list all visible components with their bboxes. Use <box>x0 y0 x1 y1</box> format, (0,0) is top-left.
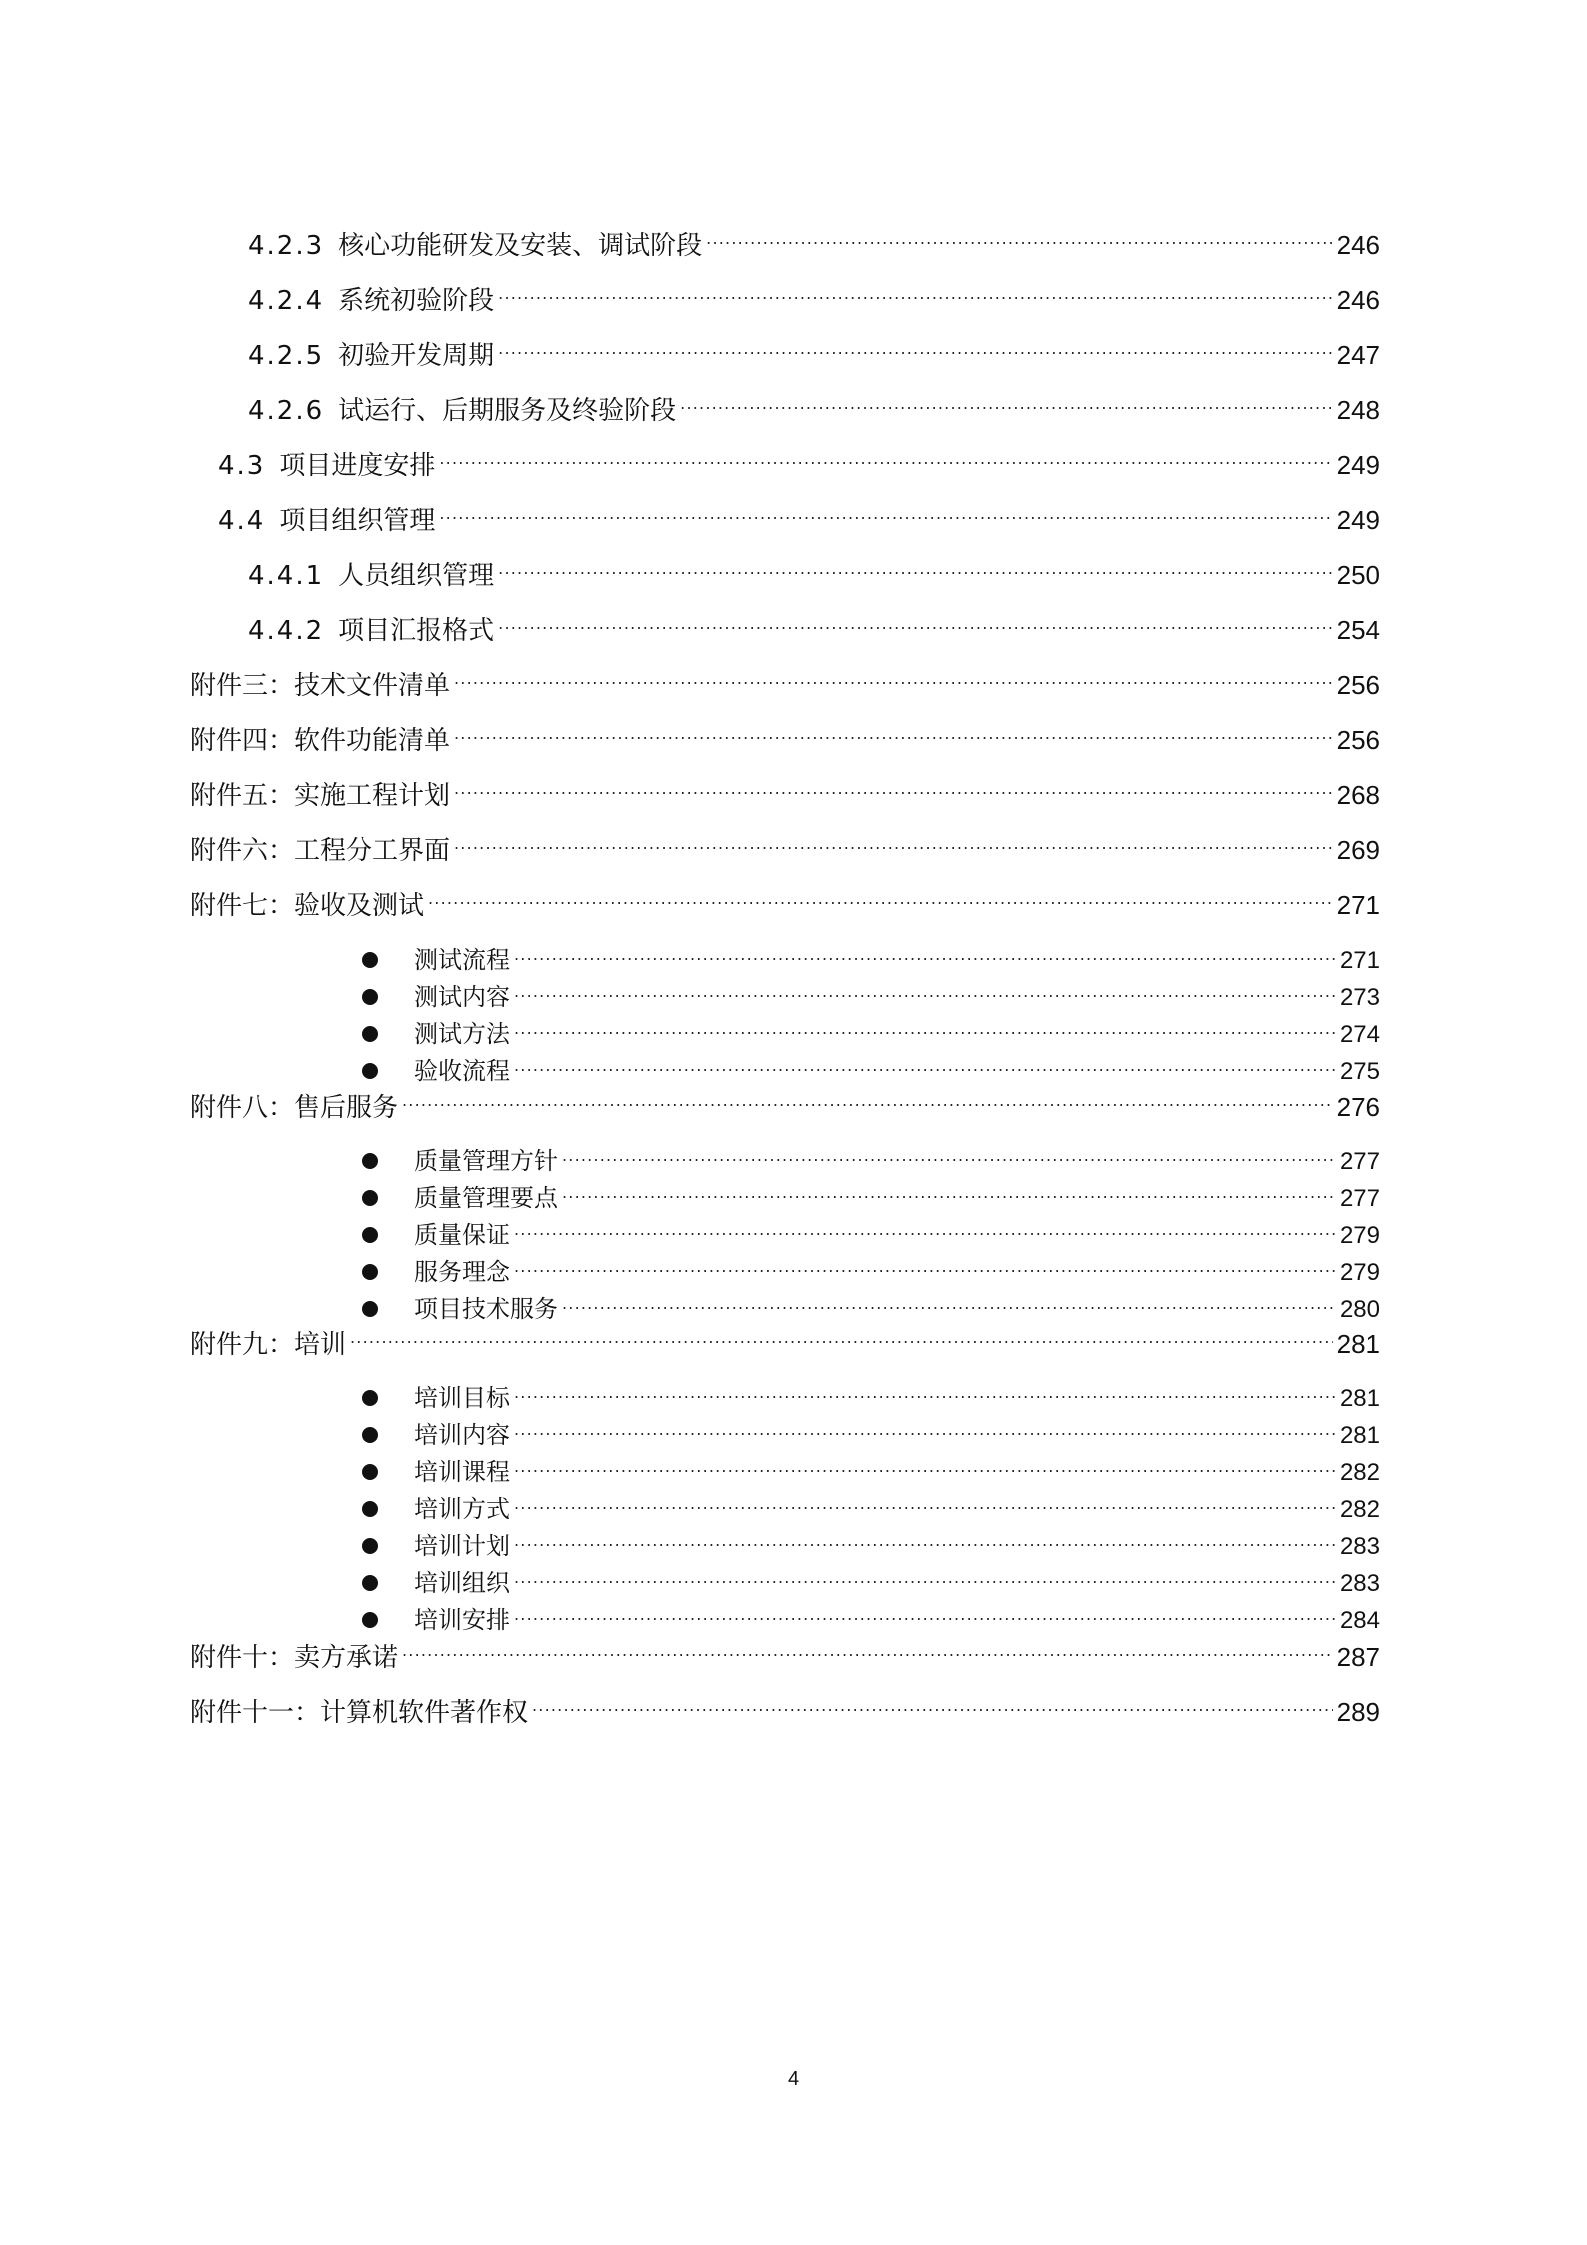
toc-entry-number: 4.4.1 <box>248 561 325 591</box>
toc-entry-title: 附件九：培训 <box>190 1330 347 1360</box>
toc-bullet-entry[interactable] <box>362 1567 1380 1599</box>
toc-entry-title: 项目组织管理 <box>279 506 436 536</box>
toc-entry[interactable] <box>248 393 1380 429</box>
toc-dot-leader <box>514 1456 1336 1480</box>
toc-dot-leader <box>350 1327 1333 1353</box>
toc-dot-leader <box>514 1419 1336 1443</box>
toc-dot-leader <box>532 1695 1333 1721</box>
toc-dot-leader <box>428 888 1333 914</box>
toc-dot-leader <box>514 944 1336 968</box>
bullet-dot-icon <box>362 1026 378 1042</box>
toc-bullet-entry[interactable] <box>362 1530 1380 1562</box>
toc-entry[interactable] <box>218 503 1380 539</box>
bullet-dot-icon <box>362 1153 378 1169</box>
toc-entry-title: 附件七：验收及测试 <box>190 891 425 921</box>
toc-dot-leader <box>498 613 1332 639</box>
toc-entry-page: 275 <box>1339 1058 1380 1085</box>
toc-dot-leader <box>454 778 1333 804</box>
toc-dot-leader <box>680 393 1332 419</box>
toc-dot-leader <box>498 283 1332 309</box>
toc-entry-title: 附件三：技术文件清单 <box>190 671 451 701</box>
toc-dot-leader <box>454 833 1333 859</box>
toc-entry[interactable] <box>248 338 1380 374</box>
toc-entry-title: 质量管理方针 <box>414 1147 558 1175</box>
toc-entry-title: 附件五：实施工程计划 <box>190 781 451 811</box>
toc-entry-title: 培训组织 <box>414 1569 510 1597</box>
toc-entry-page: 249 <box>1336 505 1380 535</box>
toc-dot-leader <box>514 981 1336 1005</box>
toc-bullet-entry[interactable] <box>362 1182 1380 1214</box>
toc-entry-title: 服务理念 <box>414 1258 510 1286</box>
toc-entry-title: 培训内容 <box>414 1421 510 1449</box>
toc-bullet-entry[interactable] <box>362 1382 1380 1414</box>
toc-entry-page: 277 <box>1339 1148 1380 1175</box>
toc-entry-title: 附件十：卖方承诺 <box>190 1643 399 1673</box>
toc-entry-page: 277 <box>1339 1185 1380 1212</box>
toc-dot-leader <box>514 1018 1336 1042</box>
toc-entry-page: 274 <box>1339 1021 1380 1048</box>
bullet-dot-icon <box>362 952 378 968</box>
toc-dot-leader <box>514 1530 1336 1554</box>
toc-entry-number: 4.3 <box>218 451 266 481</box>
bullet-dot-icon <box>362 989 378 1005</box>
toc-entry[interactable] <box>190 1695 1380 1731</box>
toc-entry-number: 4.4.2 <box>248 616 325 646</box>
toc-bullet-entry[interactable] <box>362 1219 1380 1251</box>
toc-bullet-entry[interactable] <box>362 1293 1380 1325</box>
bullet-dot-icon <box>362 1390 378 1406</box>
toc-entry-page: 279 <box>1339 1259 1380 1286</box>
toc-bullet-entry[interactable] <box>362 1419 1380 1451</box>
toc-dot-leader <box>498 338 1332 364</box>
bullet-dot-icon <box>362 1301 378 1317</box>
toc-entry-title: 培训计划 <box>414 1532 510 1560</box>
toc-entry[interactable] <box>190 668 1380 704</box>
toc-entry-title: 附件六：工程分工界面 <box>190 836 451 866</box>
toc-entry-number: 4.2.3 <box>248 231 325 261</box>
toc-entry-title: 测试方法 <box>414 1020 510 1048</box>
toc-dot-leader <box>514 1604 1336 1628</box>
bullet-dot-icon <box>362 1575 378 1591</box>
toc-entry-page: 283 <box>1339 1533 1380 1560</box>
toc-entry-title: 人员组织管理 <box>338 561 495 591</box>
toc-entry[interactable] <box>248 558 1380 594</box>
toc-dot-leader <box>454 723 1333 749</box>
toc-entry-page: 250 <box>1336 560 1380 590</box>
toc-entry-page: 273 <box>1339 984 1380 1011</box>
toc-bullet-entry[interactable] <box>362 1256 1380 1288</box>
toc-entry[interactable] <box>190 1090 1380 1126</box>
toc-bullet-entry[interactable] <box>362 1493 1380 1525</box>
toc-dot-leader <box>514 1382 1336 1406</box>
toc-entry-page: 281 <box>1339 1422 1380 1449</box>
bullet-dot-icon <box>362 1264 378 1280</box>
toc-dot-leader <box>439 448 1332 474</box>
bullet-dot-icon <box>362 1464 378 1480</box>
toc-bullet-entry[interactable] <box>362 1018 1380 1050</box>
toc-entry-title: 培训目标 <box>414 1384 510 1412</box>
toc-entry[interactable] <box>218 448 1380 484</box>
toc-entry-title: 培训方式 <box>414 1495 510 1523</box>
toc-entry-page: 271 <box>1339 947 1380 974</box>
toc-entry-page: 283 <box>1339 1570 1380 1597</box>
toc-dot-leader <box>562 1182 1336 1206</box>
toc-entry-page: 282 <box>1339 1459 1380 1486</box>
toc-entry-title: 附件十一：计算机软件著作权 <box>190 1698 529 1728</box>
page-number: 4 <box>787 2068 800 2090</box>
toc-entry-page: 276 <box>1336 1092 1380 1122</box>
toc-entry-page: 246 <box>1336 230 1380 260</box>
toc-entry-title: 质量保证 <box>414 1221 510 1249</box>
toc-entry-title: 核心功能研发及安装、调试阶段 <box>338 231 703 261</box>
toc-entry[interactable] <box>248 613 1380 649</box>
toc-entry-page: 271 <box>1336 890 1380 920</box>
toc-entry-number: 4.2.5 <box>248 341 325 371</box>
toc-entry[interactable] <box>190 1327 1380 1363</box>
bullet-dot-icon <box>362 1612 378 1628</box>
toc-dot-leader <box>514 1567 1336 1591</box>
toc-entry-title: 测试流程 <box>414 946 510 974</box>
toc-entry-page: 281 <box>1336 1329 1380 1359</box>
toc-entry-title: 质量管理要点 <box>414 1184 558 1212</box>
toc-entry-title: 初验开发周期 <box>338 341 495 371</box>
toc-entry-title: 培训课程 <box>414 1458 510 1486</box>
toc-entry[interactable] <box>190 1640 1380 1676</box>
toc-bullet-entry[interactable] <box>362 944 1380 976</box>
toc-dot-leader <box>439 503 1332 529</box>
toc-entry-page: 256 <box>1336 670 1380 700</box>
toc-entry-page: 287 <box>1336 1642 1380 1672</box>
toc-entry-title: 测试内容 <box>414 983 510 1011</box>
toc-entry-number: 4.2.4 <box>248 286 325 316</box>
toc-bullet-entry[interactable] <box>362 1055 1380 1087</box>
bullet-dot-icon <box>362 1427 378 1443</box>
bullet-dot-icon <box>362 1063 378 1079</box>
toc-entry-page: 269 <box>1336 835 1380 865</box>
toc-entry-page: 268 <box>1336 780 1380 810</box>
bullet-dot-icon <box>362 1538 378 1554</box>
toc-dot-leader <box>514 1055 1336 1079</box>
toc-entry-title: 培训安排 <box>414 1606 510 1634</box>
toc-entry[interactable] <box>248 283 1380 319</box>
toc-entry-page: 279 <box>1339 1222 1380 1249</box>
toc-entry-title: 附件四：软件功能清单 <box>190 726 451 756</box>
toc-entry-page: 282 <box>1339 1496 1380 1523</box>
toc-entry-title: 项目进度安排 <box>279 451 436 481</box>
toc-entry-page: 246 <box>1336 285 1380 315</box>
toc-dot-leader <box>562 1293 1336 1317</box>
toc-dot-leader <box>514 1256 1336 1280</box>
toc-dot-leader <box>562 1145 1336 1169</box>
toc-bullet-entry[interactable] <box>362 981 1380 1013</box>
toc-bullet-entry[interactable] <box>362 1456 1380 1488</box>
toc-entry-title: 项目汇报格式 <box>338 616 495 646</box>
toc-entry-page: 289 <box>1336 1697 1380 1727</box>
toc-entry[interactable] <box>190 723 1380 759</box>
toc-entry-page: 249 <box>1336 450 1380 480</box>
toc-entry-title: 项目技术服务 <box>414 1295 558 1323</box>
toc-dot-leader <box>706 228 1332 254</box>
toc-entry-title: 验收流程 <box>414 1057 510 1085</box>
toc-entry-title: 试运行、后期服务及终验阶段 <box>338 396 677 426</box>
toc-entry[interactable] <box>190 833 1380 869</box>
toc-entry-page: 280 <box>1339 1296 1380 1323</box>
toc-entry-page: 248 <box>1336 395 1380 425</box>
bullet-dot-icon <box>362 1501 378 1517</box>
toc-entry-title: 系统初验阶段 <box>338 286 495 316</box>
toc-entry-page: 254 <box>1336 615 1380 645</box>
toc-entry-number: 4.2.6 <box>248 396 325 426</box>
toc-entry-page: 284 <box>1339 1607 1380 1634</box>
toc-dot-leader <box>454 668 1333 694</box>
toc-bullet-entry[interactable] <box>362 1145 1380 1177</box>
toc-entry[interactable] <box>190 888 1380 924</box>
toc-dot-leader <box>498 558 1332 584</box>
toc-entry-title: 附件八：售后服务 <box>190 1093 399 1123</box>
toc-dot-leader <box>514 1493 1336 1517</box>
toc-entry[interactable] <box>190 778 1380 814</box>
toc-entry-page: 247 <box>1336 340 1380 370</box>
toc-dot-leader <box>514 1219 1336 1243</box>
toc-bullet-entry[interactable] <box>362 1604 1380 1636</box>
toc-dot-leader <box>402 1640 1333 1666</box>
toc-dot-leader <box>402 1090 1333 1116</box>
toc-entry[interactable] <box>248 228 1380 264</box>
toc-entry-page: 281 <box>1339 1385 1380 1412</box>
bullet-dot-icon <box>362 1227 378 1243</box>
toc-entry-number: 4.4 <box>218 506 266 536</box>
toc-entry-page: 256 <box>1336 725 1380 755</box>
bullet-dot-icon <box>362 1190 378 1206</box>
